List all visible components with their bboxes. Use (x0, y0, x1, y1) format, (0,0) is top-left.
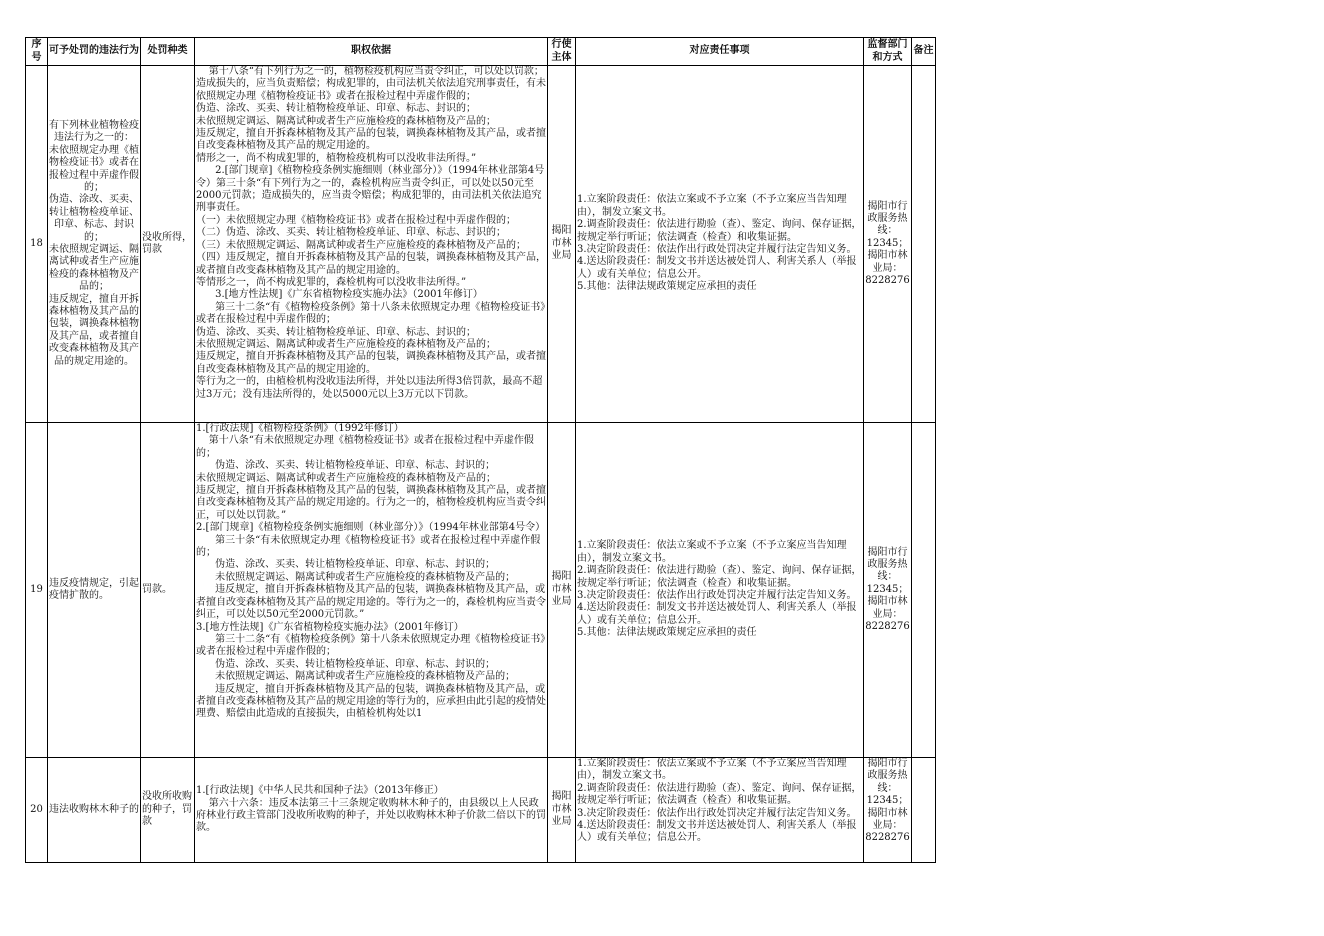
header-supervision: 监督部门和方式 (864, 38, 912, 66)
row-actor-text: 揭阳市林业局 (551, 225, 572, 262)
row-behavior (48, 66, 141, 423)
header-type: 处罚种类 (141, 38, 195, 66)
row-duty-text: 1.立案阶段责任：依法立案或不予立案（不予立案应当告知理由），制发立案文书。 2.调查阶段责任：依法进行勘验（查）、鉴定、询问、保存证据，按规定举行听证；依法调查（检查）和收集证据。 3.决定阶段责任：依法作出行政处罚决定并履行法定告知义务。 4.送达阶段责任：制发文书并送达被处罚人、利害关系人（举报人）或有关单位；信息公开。 (577, 758, 862, 844)
row-actor (548, 758, 576, 863)
header-behavior: 可予处罚的违法行为 (48, 38, 141, 66)
row-behavior-text: 违法收购林木种子的 (49, 803, 139, 815)
row-seq (26, 423, 48, 758)
row-supervision-text: 揭阳市行政服务热线：12345；揭阳市林业局：8228276 (865, 200, 910, 287)
row-behavior-text: 违反疫情规定，引起疫情扩散的。 (49, 577, 139, 601)
row-seq (26, 66, 48, 423)
row-basis-text: 1.[行政法规]《中华人民共和国种子法》（2013年修正） 第六十六条：违反本法第三十三条规定收购林木种子的，由县级以上人民政府林业行政主管部门没收所收购的种子，并处以收购林木种子价款二倍以下的罚款。 (196, 785, 546, 834)
header-remark: 备注 (912, 38, 936, 66)
row-type-text: 没收所得，罚款 (142, 231, 192, 255)
row-seq-text: 18 (30, 237, 43, 249)
table-row (26, 423, 936, 758)
row-duty-text: 1.立案阶段责任：依法立案或不予立案（不予立案应当告知理由），制发立案文书。 2.调查阶段责任：依法进行勘验（查）、鉴定、询问、保存证据，按规定举行听证；依法调查（检查）和收集证据。 3.决定阶段责任：依法作出行政处罚决定并履行法定告知义务。 4.送达阶段责任：制发文书并送达被处罚人、利害关系人（举报人）或有关单位；信息公开。 5.其他：法律法规政策规定应承担的责任 (577, 540, 862, 639)
row-actor-text: 揭阳市林业局 (551, 791, 572, 828)
row-type-text: 罚款。 (142, 583, 172, 595)
row-behavior (48, 423, 141, 758)
row-remark (912, 423, 936, 758)
row-supervision-text: 揭阳市行政服务热线：12345；揭阳市林业局：8228276 (865, 758, 910, 844)
row-duty-text: 1.立案阶段责任：依法立案或不予立案（不予立案应当告知理由），制发立案文书。 2.调查阶段责任：依法进行勘验（查）、鉴定、询问、保存证据，按规定举行听证；依法调查（检查）和收集证据。 3.决定阶段责任：依法作出行政处罚决定并履行法定告知义务。 4.送达阶段责任：制发文书并送达被处罚人、利害关系人（举报人）或有关单位；信息公开。 5.其他：法律法规政策规定应承担的责任 (577, 194, 862, 293)
row-supervision (864, 423, 912, 758)
header-duty: 对应责任事项 (576, 38, 864, 66)
row-seq-text: 19 (30, 583, 43, 595)
row-supervision-text: 揭阳市行政服务热线：12345；揭阳市林业局：8228276 (865, 546, 910, 633)
header-basis: 职权依据 (195, 38, 548, 66)
row-basis (195, 423, 548, 758)
row-seq-text: 20 (30, 803, 43, 815)
header-actor: 行使主体 (548, 38, 576, 66)
row-basis (195, 66, 548, 423)
row-duty (576, 423, 864, 758)
row-remark (912, 758, 936, 863)
row-actor-text: 揭阳市林业局 (551, 571, 572, 608)
row-behavior-text: 有下列林业植物检疫违法行为之一的： 未依照规定办理《植物检疫证书》或者在报检过程中弄虚作假的； 伪造、涂改、买卖、转让植物检疫单证、印章、标志、封识的； 未依照规定调运、隔离试种或者生产应施检疫的森林植物及产品的； 违反规定，擅自开拆森林植物及其产品的包装，调换森林植物及其产品，或者擅自改变森林植物及其产品的规定用途的。 (49, 119, 139, 367)
table-row (26, 758, 936, 863)
row-type (141, 758, 195, 863)
row-actor (548, 423, 576, 758)
row-behavior (48, 758, 141, 863)
row-seq (26, 758, 48, 863)
row-type-text: 没收所收购的种子，罚款 (142, 791, 192, 828)
row-type (141, 423, 195, 758)
row-basis (195, 758, 548, 863)
header-row (26, 38, 936, 66)
row-actor (548, 66, 576, 423)
row-supervision (864, 66, 912, 423)
header-seq: 序号 (26, 38, 48, 66)
row-basis-text: 1.[行政法规]《植物检疫条例》（1992年修订） 第十八条“有未依照规定办理《植物检疫证书》或者在报检过程中弄虚作假的； 伪造、涂改、买卖、转让植物检疫单证、印章、标志、封识的； 未依照规定调运、隔离试种或者生产应施检疫的森林植物及产品的； 违反规定，擅自开拆森林植物及其产品的包装，调换森林植物及其产品，或者擅自改变森林植物及其产品的规定用途的。行为之一的，植物检疫机构应当责令纠正，可以处以罚款。” 2.[部门规章]《植物检疫条例实施细则（林业部分）》（1994年林业部第4号令） 第三十条“有未依照规定办理《植物检疫证书》或者在报检过程中弄虚作假的； 伪造、涂改、买卖、转让植物检疫单证、印章、标志、封识的； 未依照规定调运、隔离试种或者生产应施检疫的森林植物及产品的； 违反规定，擅自开拆森林植物及其产品的包装，调换森林植物及其产品，或者擅自改变森林植物及其产品的规定用途的。等行为之一的，森检机构应当责令纠正，可以处以50元至2000元罚款。” 3.[地方性法规]《广东省植物检疫实施办法》（2001年修订） 第三十二条“有《植物检疫条例》第十八条未依照规定办理《植物检疫证书》或者在报检过程中弄虚作假的； 伪造、涂改、买卖、转让植物检疫单证、印章、标志、封识的； 未依照规定调运、隔离试种或者生产应施检疫的森林植物及产品的； 违反规定，擅自开拆森林植物及其产品的包装，调换森林植物及其产品，或者擅自改变森林植物及其产品的规定用途的等行为的，应承担由此引起的疫情处理费、赔偿由此造成的直接损失，由植检机构处以1 (196, 423, 546, 720)
row-remark (912, 66, 936, 423)
row-type (141, 66, 195, 423)
row-basis-text: 第十八条“有下列行为之一的，植物检疫机构应当责令纠正，可以处以罚款；造成损失的，应当负责赔偿；构成犯罪的，由司法机关依法追究刑事责任，有未依照规定办理《植物检疫证书》或者在报检过程中弄虚作假的； 伪造、涂改、买卖、转让植物检疫单证、印章、标志、封识的； 未依照规定调运、隔离试种或者生产应施检疫的森林植物及产品的； 违反规定，擅自开拆森林植物及其产品的包装，调换森林植物及其产品，或者擅自改变森林植物及其产品的规定用途的。 情形之一，尚不构成犯罪的，植物检疫机构可以没收非法所得。” 2.[部门规章]《植物检疫条例实施细则（林业部分）》（1994年林业部第4号令）第三十条“有下列行为之一的，森检机构应当责令纠正，可以处以50元至2000元罚款；造成损失的，应当责令赔偿；构成犯罪的，由司法机关依法追究刑事责任。 （一）未依照规定办理《植物检疫证书》或者在报检过程中弄虚作假的； （二）伪造、涂改、买卖、转让植物检疫单证、印章、标志、封识的； （三）未依照规定调运、隔离试种或者生产应施检疫的森林植物及产品的； （四）违反规定，擅自开拆森林植物及其产品的包装，调换森林植物及其产品，或者擅自改变森林植物及其产品的规定用途的。 等情形之一，尚不构成犯罪的，森检机构可以没收非法所得。” 3.[地方性法规]《广东省植物检疫实施办法》（2001年修订） 第三十二条“有《植物检疫条例》第十八条未依照规定办理《植物检疫证书》或者在报检过程中弄虚作假的； 伪造、涂改、买卖、转让植物检疫单证、印章、标志、封识的； 未依照规定调运、隔离试种或者生产应施检疫的森林植物及产品的； 违反规定，擅自开拆森林植物及其产品的包装，调换森林植物及其产品，或者擅自改变森林植物及其产品的规定用途的。 等行为之一的，由植检机构没收违法所得，并处以违法所得3倍罚款，最高不超过3万元；没有违法所得的，处以5000元以上3万元以下罚款。 (196, 66, 546, 400)
penalty-table (25, 37, 936, 863)
row-duty (576, 758, 864, 863)
row-duty (576, 66, 864, 423)
table-row (26, 66, 936, 423)
row-supervision (864, 758, 912, 863)
